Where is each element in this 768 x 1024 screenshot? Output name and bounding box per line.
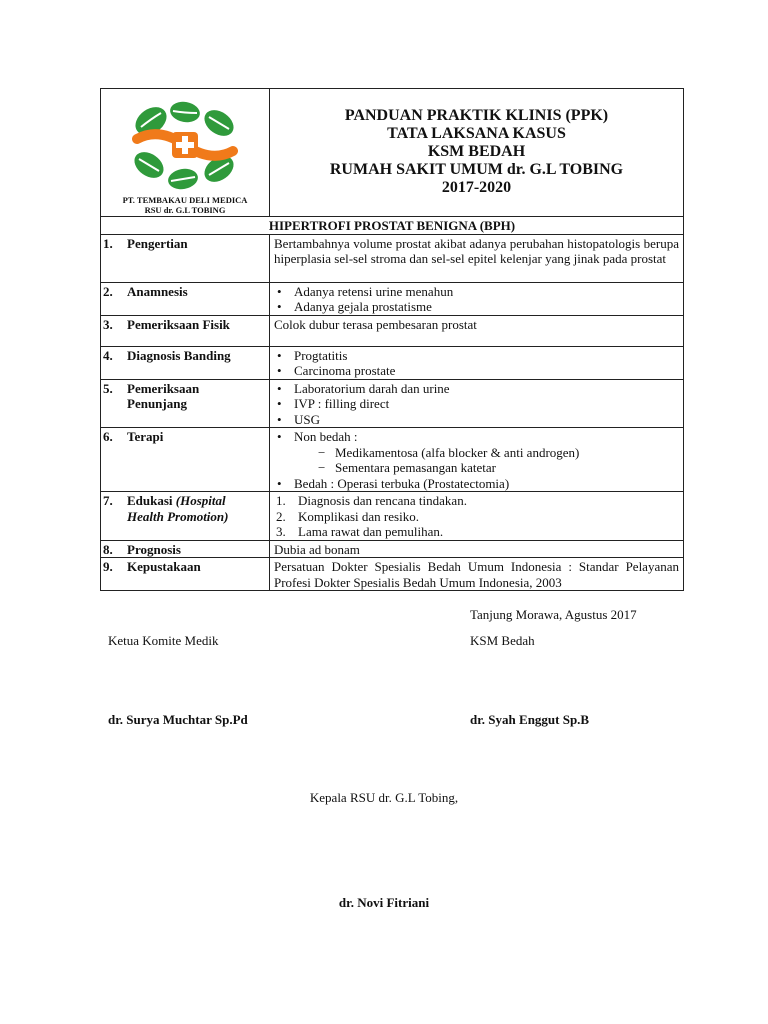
logo-caption [101,195,269,215]
row-number: 5. [103,380,113,396]
table-row-edukasi [101,492,684,541]
row-label [101,346,270,379]
row-label-text: Pengertian [127,235,188,251]
list-item-number: 2. [276,508,286,524]
row-number: 4. [103,347,113,363]
row-content: Colok dubur terasa pembesaran prostat [270,315,684,346]
list-item: • Progtatitis [274,348,679,364]
center-signatory-role: Kepala RSU dr. G.L Tobing, [309,790,459,805]
list-item-text: Lama rawat dan pemulihan. [298,524,444,539]
table-row-anamnesis [101,282,684,315]
row-content: Dubia ad bonam [270,540,684,558]
logo-cell [101,89,270,216]
row-number: 7. [103,493,113,508]
row-number: 2. [103,283,113,299]
list-item: • Bedah : Operasi terbuka (Prostatectomia) [274,476,679,492]
row-label [101,315,270,346]
row-label-text: Pemeriksaan Fisik [127,316,230,332]
doc-title-line-5: 2017-2020 [441,179,512,196]
table-row-terapi [101,428,684,492]
row-number: 8. [103,541,113,557]
list-item-number: 1. [276,493,286,508]
left-signatory-role: Ketua Komite Medik [108,633,219,648]
row-label [101,492,270,541]
row-content [270,346,684,379]
list-item-number: 3. [276,524,286,539]
list-item-text: Diagnosis dan rencana tindakan. [298,493,467,508]
list-item: • Adanya gejala prostatisme [274,299,679,315]
row-label [101,379,270,428]
list-item [274,509,679,525]
list-item: • USG [274,412,679,428]
list-item: • Carcinoma prostate [274,363,679,379]
place-date: Tanjung Morawa, Agustus 2017 [470,607,637,622]
logo-caption-company: PT. TEMBAKAU DELI MEDICA [122,195,248,205]
list-item-text: Non bedah : [294,429,358,444]
table-row-pengertian [101,234,684,282]
ppk-table [100,216,684,591]
row-label [101,540,270,558]
topic-row [101,217,684,235]
row-number: 3. [103,316,113,332]
table-row-kepustakaan [101,558,684,591]
row-content [270,428,684,492]
doc-title-line-2: TATA LAKSANA KASUS [387,125,566,142]
center-signatory-name: dr. Novi Fitriani [338,895,430,910]
row-content: Bertambahnya volume prostat akibat adanya perubahan histopatologis berupa hiperplasia sel-sel stroma dan sel-sel epitel kelenjar yang jinak pada prostat [270,234,684,282]
row-label [101,282,270,315]
row-label-text: Edukasi [127,493,173,508]
doc-title-line-3: KSM BEDAH [427,143,526,160]
right-signatory-name: dr. Syah Enggut Sp.B [470,712,590,727]
row-content [270,379,684,428]
row-label-text: Pemeriksaan [127,380,200,396]
row-label-text: Prognosis [127,541,181,557]
hospital-logo-icon [129,99,241,191]
list-item [274,429,679,476]
left-signatory-name: dr. Surya Muchtar Sp.Pd [108,712,248,727]
row-label-text: Terapi [127,429,164,444]
row-label-text-2: Penunjang [127,396,187,411]
row-number: 1. [103,235,113,251]
row-content: Persatuan Dokter Spesialis Bedah Umum Indonesia : Standar Pelayanan Profesi Dokter Spesialis Bedah Umum Indonesia, 2003 [270,558,684,591]
row-label-text: Diagnosis Banding [127,347,231,363]
row-label-italic: (Hospital [175,493,226,508]
document-header [100,88,684,216]
table-row-fisik [101,315,684,346]
doc-title-line-1: PANDUAN PRAKTIK KLINIS (PPK) [344,107,609,124]
table-row-prognosis [101,540,684,558]
title-cell [270,89,683,216]
list-item-text: Komplikasi dan resiko. [298,508,419,524]
sub-list-item: − Medikamentosa (alfa blocker & anti androgen) [315,445,679,461]
list-item: • Adanya retensi urine menahun [274,284,679,300]
table-row-penunjang [101,379,684,428]
row-label-text: Anamnesis [127,283,188,299]
right-signatory-role: KSM Bedah [470,633,535,648]
row-number: 9. [103,559,113,574]
list-item: • IVP : filling direct [274,396,679,412]
row-content [270,492,684,541]
row-label [101,428,270,492]
row-label [101,558,270,591]
list-item [274,493,679,509]
table-row-banding [101,346,684,379]
list-item: • Laboratorium darah dan urine [274,381,679,397]
row-label-text: Kepustakaan [127,559,201,574]
row-label-italic-2: Health Promotion) [127,508,229,524]
row-content [270,282,684,315]
row-number: 6. [103,429,113,444]
sub-list-item: − Sementara pemasangan katetar [315,460,679,476]
logo-caption-hospital: RSU dr. G.L TOBING [144,205,226,215]
row-label [101,234,270,282]
list-item [274,524,679,540]
topic-title: HIPERTROFI PROSTAT BENIGNA (BPH) [101,217,684,235]
doc-title-line-4: RUMAH SAKIT UMUM dr. G.L TOBING [329,161,624,178]
